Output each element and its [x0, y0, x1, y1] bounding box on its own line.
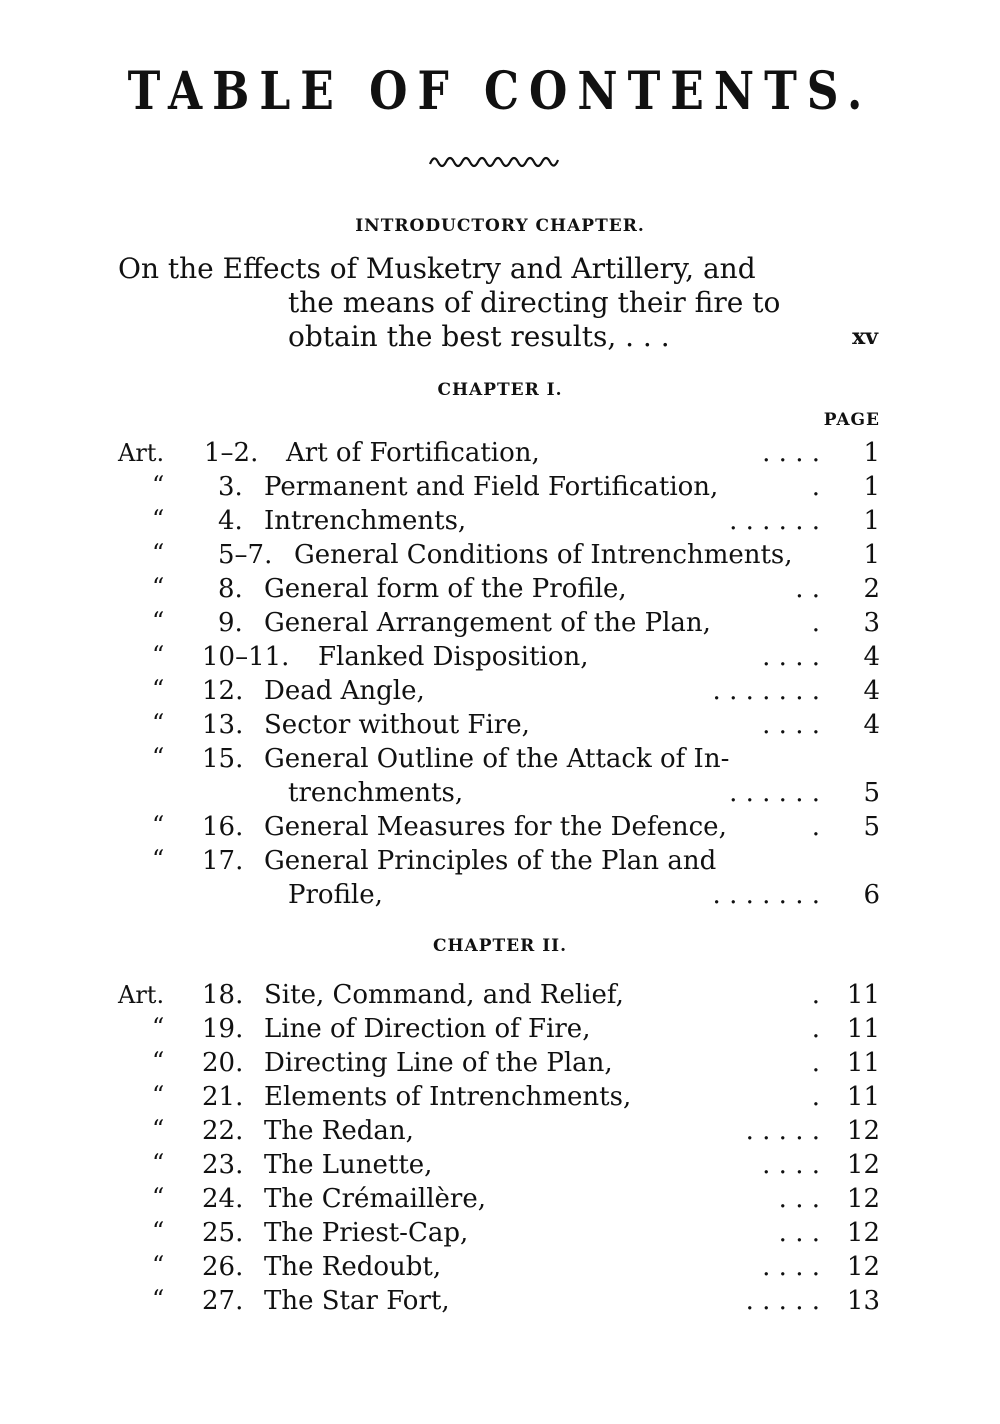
- article-number: 4.: [218, 506, 243, 536]
- intro-line-3: [118, 320, 888, 354]
- leader-dots: .: [811, 1048, 820, 1078]
- entry-title: Elements of Intrenchments,: [264, 1082, 632, 1112]
- intro-line-1: On the Effects of Musketry and Artillery, and: [118, 252, 756, 285]
- article-number: 19.: [202, 1014, 244, 1044]
- ditto-mark: “: [152, 709, 165, 737]
- article-number: 17.: [202, 846, 244, 876]
- entry-page: 2: [863, 574, 880, 604]
- ditto-mark: “: [152, 1115, 165, 1143]
- wavy-ornament-icon: [428, 150, 562, 170]
- leader-dots: . . . . . . .: [712, 676, 820, 706]
- article-number: 24.: [202, 1184, 244, 1214]
- page-column-label: PAGE: [823, 410, 880, 430]
- toc-entry: [118, 606, 880, 640]
- entry-title-continuation: trenchments,: [288, 778, 464, 808]
- intro-line-2: the means of directing their fire to: [288, 286, 781, 319]
- entry-page: 13: [846, 1286, 880, 1316]
- article-number: 21.: [202, 1082, 244, 1112]
- entry-title: Directing Line of the Plan,: [264, 1048, 613, 1078]
- toc-entry: [118, 1046, 880, 1080]
- article-number: 8.: [218, 574, 243, 604]
- ditto-mark: “: [152, 1047, 165, 1075]
- leader-dots: . . . .: [762, 710, 820, 740]
- entry-page: 6: [863, 880, 880, 910]
- intro-heading: INTRODUCTORY CHAPTER.: [355, 216, 645, 236]
- entry-page: 11: [846, 1014, 880, 1044]
- entry-title: The Priest-Cap,: [264, 1218, 469, 1248]
- leader-dots: . . . . . .: [729, 506, 820, 536]
- toc-entry: [118, 504, 880, 538]
- entry-title: Site, Command, and Relief,: [264, 980, 624, 1010]
- entry-title: General form of the Profile,: [264, 574, 627, 604]
- entry-title: General Arrangement of the Plan,: [264, 608, 711, 638]
- ditto-mark: “: [152, 1183, 165, 1211]
- leader-dots: . . . .: [762, 1252, 820, 1282]
- entry-title: General Principles of the Plan and: [264, 846, 717, 876]
- ditto-mark: “: [152, 1149, 165, 1177]
- entry-title: General Outline of the Attack of In-: [264, 744, 730, 774]
- toc-entry: [118, 708, 880, 742]
- ditto-mark: “: [152, 471, 165, 499]
- entry-page: 5: [863, 812, 880, 842]
- toc-entry: [118, 538, 880, 572]
- entry-page: 1: [863, 540, 880, 570]
- entry-page: 4: [863, 642, 880, 672]
- entry-page: 12: [846, 1218, 880, 1248]
- leader-dots: . . . .: [762, 642, 820, 672]
- leader-dots: . . . . .: [745, 1116, 820, 1146]
- entry-title: Line of Direction of Fire,: [264, 1014, 591, 1044]
- entry-page: 4: [863, 676, 880, 706]
- entry-page: 12: [846, 1116, 880, 1146]
- leader-dots: .: [811, 472, 820, 502]
- entry-page: 1: [863, 472, 880, 502]
- article-number: 5–7.: [218, 540, 273, 570]
- toc-entry: [118, 1182, 880, 1216]
- ditto-mark: “: [152, 675, 165, 703]
- ditto-mark: “: [152, 1285, 165, 1313]
- article-number: 15.: [202, 744, 244, 774]
- entry-title-continuation: Profile,: [288, 880, 383, 910]
- art-label: Art.: [118, 981, 165, 1009]
- chapter2-heading: CHAPTER II.: [432, 936, 568, 956]
- article-number: 3.: [218, 472, 243, 502]
- intro-page: xv: [852, 324, 878, 350]
- leader-dots: . . . . . . .: [712, 880, 820, 910]
- entry-title: The Lunette,: [264, 1150, 433, 1180]
- entry-title: The Redoubt,: [264, 1252, 442, 1282]
- entry-page: 3: [863, 608, 880, 638]
- toc-entry: [118, 1012, 880, 1046]
- entry-title: The Redan,: [264, 1116, 414, 1146]
- intro-line-3-text: obtain the best results, . . .: [288, 320, 670, 353]
- page-title: TABLE OF CONTENTS.: [127, 62, 873, 123]
- toc-entry: [118, 1080, 880, 1114]
- entry-title: General Conditions of Intrenchments,: [294, 540, 793, 570]
- entry-page: 11: [846, 1048, 880, 1078]
- chapter1-heading: CHAPTER I.: [437, 380, 563, 400]
- toc-entry: [118, 674, 880, 708]
- ditto-mark: “: [152, 845, 165, 873]
- ditto-mark: “: [152, 505, 165, 533]
- article-number: 9.: [218, 608, 243, 638]
- leader-dots: . . . . . .: [729, 778, 820, 808]
- leader-dots: .: [811, 980, 820, 1010]
- article-number: 10–11.: [202, 642, 290, 672]
- entry-page: 11: [846, 980, 880, 1010]
- entry-title: Flanked Disposition,: [318, 642, 589, 672]
- entry-title: Permanent and Field Fortification,: [264, 472, 719, 502]
- toc-entry: [118, 470, 880, 504]
- article-number: 13.: [202, 710, 244, 740]
- entry-title: The Star Fort,: [264, 1286, 450, 1316]
- entry-page: 1: [863, 438, 880, 468]
- toc-entry: [118, 742, 880, 776]
- leader-dots: . . . . .: [745, 1286, 820, 1316]
- toc-entry: [118, 844, 880, 878]
- ditto-mark: “: [152, 1081, 165, 1109]
- entry-page: 4: [863, 710, 880, 740]
- entry-title: Art of Fortification,: [286, 438, 540, 468]
- toc-entry: [118, 640, 880, 674]
- entry-page: 1: [863, 506, 880, 536]
- leader-dots: . . .: [778, 1218, 820, 1248]
- leader-dots: .: [811, 1082, 820, 1112]
- leader-dots: . . .: [778, 1184, 820, 1214]
- article-number: 27.: [202, 1286, 244, 1316]
- article-number: 12.: [202, 676, 244, 706]
- article-number: 18.: [202, 980, 244, 1010]
- entry-page: 11: [846, 1082, 880, 1112]
- article-number: 20.: [202, 1048, 244, 1078]
- entry-page: 12: [846, 1150, 880, 1180]
- entry-title: Dead Angle,: [264, 676, 425, 706]
- art-label: Art.: [118, 439, 165, 467]
- leader-dots: .: [811, 608, 820, 638]
- toc-entry: [118, 810, 880, 844]
- entry-page: 12: [846, 1252, 880, 1282]
- entry-title: The Crémaillère,: [264, 1184, 487, 1214]
- ditto-mark: “: [152, 573, 165, 601]
- article-number: 16.: [202, 812, 244, 842]
- article-number: 1–2.: [204, 438, 259, 468]
- entry-title: Sector without Fire,: [264, 710, 530, 740]
- leader-dots: .: [811, 1014, 820, 1044]
- toc-entry: [118, 1148, 880, 1182]
- article-number: 22.: [202, 1116, 244, 1146]
- entry-title: Intrenchments,: [264, 506, 467, 536]
- leader-dots: . . . .: [762, 438, 820, 468]
- ditto-mark: “: [152, 1251, 165, 1279]
- ditto-mark: “: [152, 1013, 165, 1041]
- entry-page: 5: [863, 778, 880, 808]
- entry-title: General Measures for the Defence,: [264, 812, 727, 842]
- ditto-mark: “: [152, 539, 165, 567]
- ditto-mark: “: [152, 641, 165, 669]
- leader-dots: . . . .: [762, 1150, 820, 1180]
- ditto-mark: “: [152, 1217, 165, 1245]
- toc-entry: [118, 572, 880, 606]
- article-number: 23.: [202, 1150, 244, 1180]
- toc-entry: [118, 1250, 880, 1284]
- intro-entry: [118, 252, 888, 354]
- toc-entry-continuation: [118, 776, 880, 810]
- toc-entry: [118, 1284, 880, 1318]
- leader-dots: .: [811, 812, 820, 842]
- article-number: 25.: [202, 1218, 244, 1248]
- ditto-mark: “: [152, 607, 165, 635]
- entry-page: 12: [846, 1184, 880, 1214]
- toc-entry: [118, 978, 880, 1012]
- ditto-mark: “: [152, 743, 165, 771]
- article-number: 26.: [202, 1252, 244, 1282]
- toc-entry: [118, 1114, 880, 1148]
- toc-entry-continuation: [118, 878, 880, 912]
- ditto-mark: “: [152, 811, 165, 839]
- toc-entry: [118, 1216, 880, 1250]
- toc-entry: [118, 436, 880, 470]
- leader-dots: . .: [795, 574, 820, 604]
